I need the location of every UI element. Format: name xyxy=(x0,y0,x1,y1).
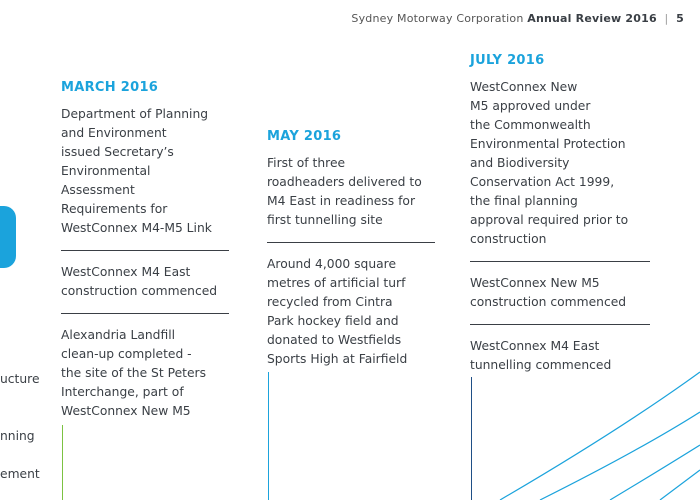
cropped-text-1: ucture xyxy=(0,372,40,386)
entry-divider xyxy=(470,324,650,325)
cropped-text-2: nning xyxy=(0,429,35,443)
entry-divider xyxy=(267,242,435,243)
timeline-entry: WestConnex New M5 construction commenced xyxy=(470,276,627,309)
timeline-column-july xyxy=(470,53,650,375)
header-doc-title: Annual Review 2016 xyxy=(527,12,657,25)
page-number: 5 xyxy=(676,12,684,25)
timeline-connector-green xyxy=(62,425,63,500)
header-separator: | xyxy=(664,12,669,25)
header-org: Sydney Motorway Corporation xyxy=(351,12,524,25)
entry-divider xyxy=(470,261,650,262)
timeline-entry: Department of Planning and Environment issued Secretary’s Environmental Assessment Requirements for WestConnex M4-M5 Link xyxy=(61,107,212,235)
timeline-entry: First of three roadheaders delivered to M4 East in readiness for first tunnelling site xyxy=(267,156,422,227)
timeline-entry: WestConnex New M5 approved under the Commonwealth Environmental Protection and Biodiversity Conservation Act 1999, the final planning approval required prior to construction xyxy=(470,80,629,246)
entry-divider xyxy=(61,313,229,314)
entry-divider xyxy=(61,250,229,251)
timeline-connector-navy xyxy=(471,377,472,500)
month-heading: JULY 2016 xyxy=(470,53,545,68)
curve-line-1 xyxy=(500,372,700,500)
month-heading: MARCH 2016 xyxy=(61,80,159,95)
timeline-entry: WestConnex M4 East tunnelling commenced xyxy=(470,339,612,372)
curve-line-2 xyxy=(540,412,700,500)
timeline-entry: Alexandria Landfill clean-up completed - the site of the St Peters Interchange, part of WestConnex New M5 xyxy=(61,328,206,418)
timeline-column-may xyxy=(267,129,435,369)
timeline-entry: Around 4,000 square metres of artificial turf recycled from Cintra Park hockey field and donated to Westfields Sports High at Fairfield xyxy=(267,257,408,366)
curve-line-3 xyxy=(610,445,700,500)
timeline-connector-blue xyxy=(268,372,269,500)
timeline-entry: WestConnex M4 East construction commenced xyxy=(61,265,218,298)
month-heading: MAY 2016 xyxy=(267,129,342,144)
curve-line-4 xyxy=(660,470,700,500)
timeline-column-march xyxy=(61,80,229,421)
cropped-text-3: ement xyxy=(0,467,40,481)
